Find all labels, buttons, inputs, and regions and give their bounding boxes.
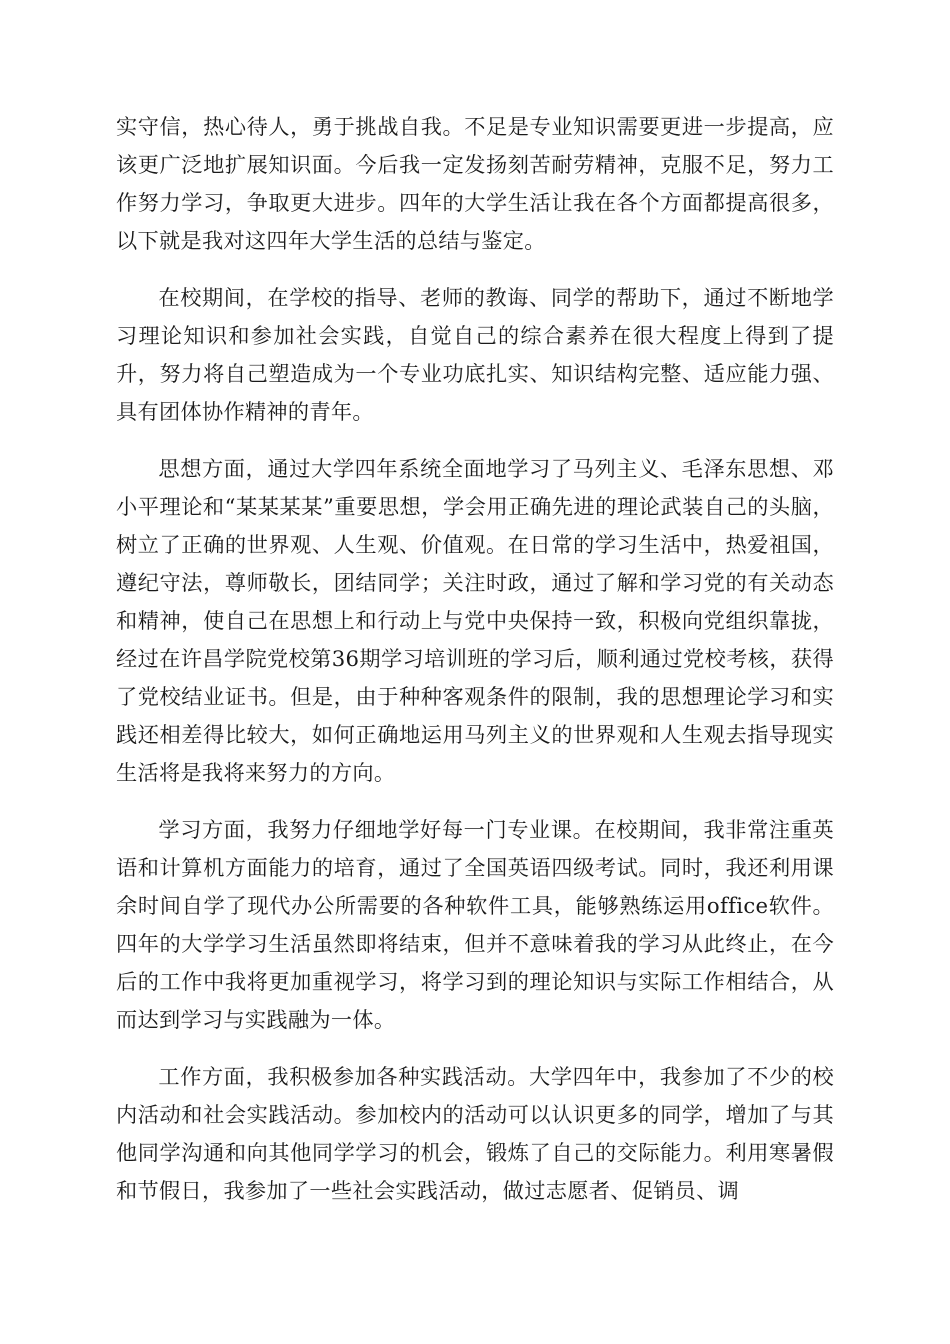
paragraph-continuation: 实守信，热心待人，勇于挑战自我。不足是专业知识需要更进一步提高，应该更广泛地扩展知识面。今后我一定发扬刻苦耐劳精神，克服不足，努力工作努力学习，争取更大进步。四年的大学生活让我在各个方面都提高很多，以下就是我对这四年大学生活的总结与鉴定。 (116, 114, 834, 253)
paragraph-ideology: 思想方面，通过大学四年系统全面地学习了马列主义、毛泽东思想、邓小平理论和“某某某某”重要思想，学会用正确先进的理论武装自己的头脑，树立了正确的世界观、人生观、价值观。在日常的学习生活中，热爱祖国，遵纪守法，尊师敬长，团结同学；关注时政，通过了解和学习党的有关动态和精神，使自己在思想上和行动上与党中央保持一致，积极向党组织靠拢，经过在许昌学院党校第36期学习培训班的学习后，顺利通过党校考核，获得了党校结业证书。但是，由于种种客观条件的限制，我的思想理论学习和实践还相差得比较大，如何正确地运用马列主义的世界观和人生观去指导现实生活将是我将来努力的方向。 (116, 456, 834, 785)
paragraph-study: 学习方面，我努力仔细地学好每一门专业课。在校期间，我非常注重英语和计算机方面能力的培育，通过了全国英语四级考试。同时，我还利用课余时间自学了现代办公所需要的各种软件工具，能够熟练运用office软件。四年的大学学习生活虽然即将结束，但并不意味着我的学习从此终止，在今后的工作中我将更加重视学习，将学习到的理论知识与实际工作相结合，从而达到学习与实践融为一体。 (116, 817, 834, 1032)
document-page (116, 108, 834, 1229)
paragraph-school-period: 在校期间，在学校的指导、老师的教诲、同学的帮助下，通过不断地学习理论知识和参加社会实践，自觉自己的综合素养在很大程度上得到了提升，努力将自己塑造成为一个专业功底扎实、知识结构完整、适应能力强、具有团体协作精神的青年。 (116, 285, 834, 424)
paragraph-work: 工作方面，我积极参加各种实践活动。大学四年中，我参加了不少的校内活动和社会实践活动。参加校内的活动可以认识更多的同学，增加了与其他同学沟通和向其他同学学习的机会，锻炼了自己的交际能力。利用寒暑假和节假日，我参加了一些社会实践活动，做过志愿者、促销员、调 (116, 1064, 834, 1203)
